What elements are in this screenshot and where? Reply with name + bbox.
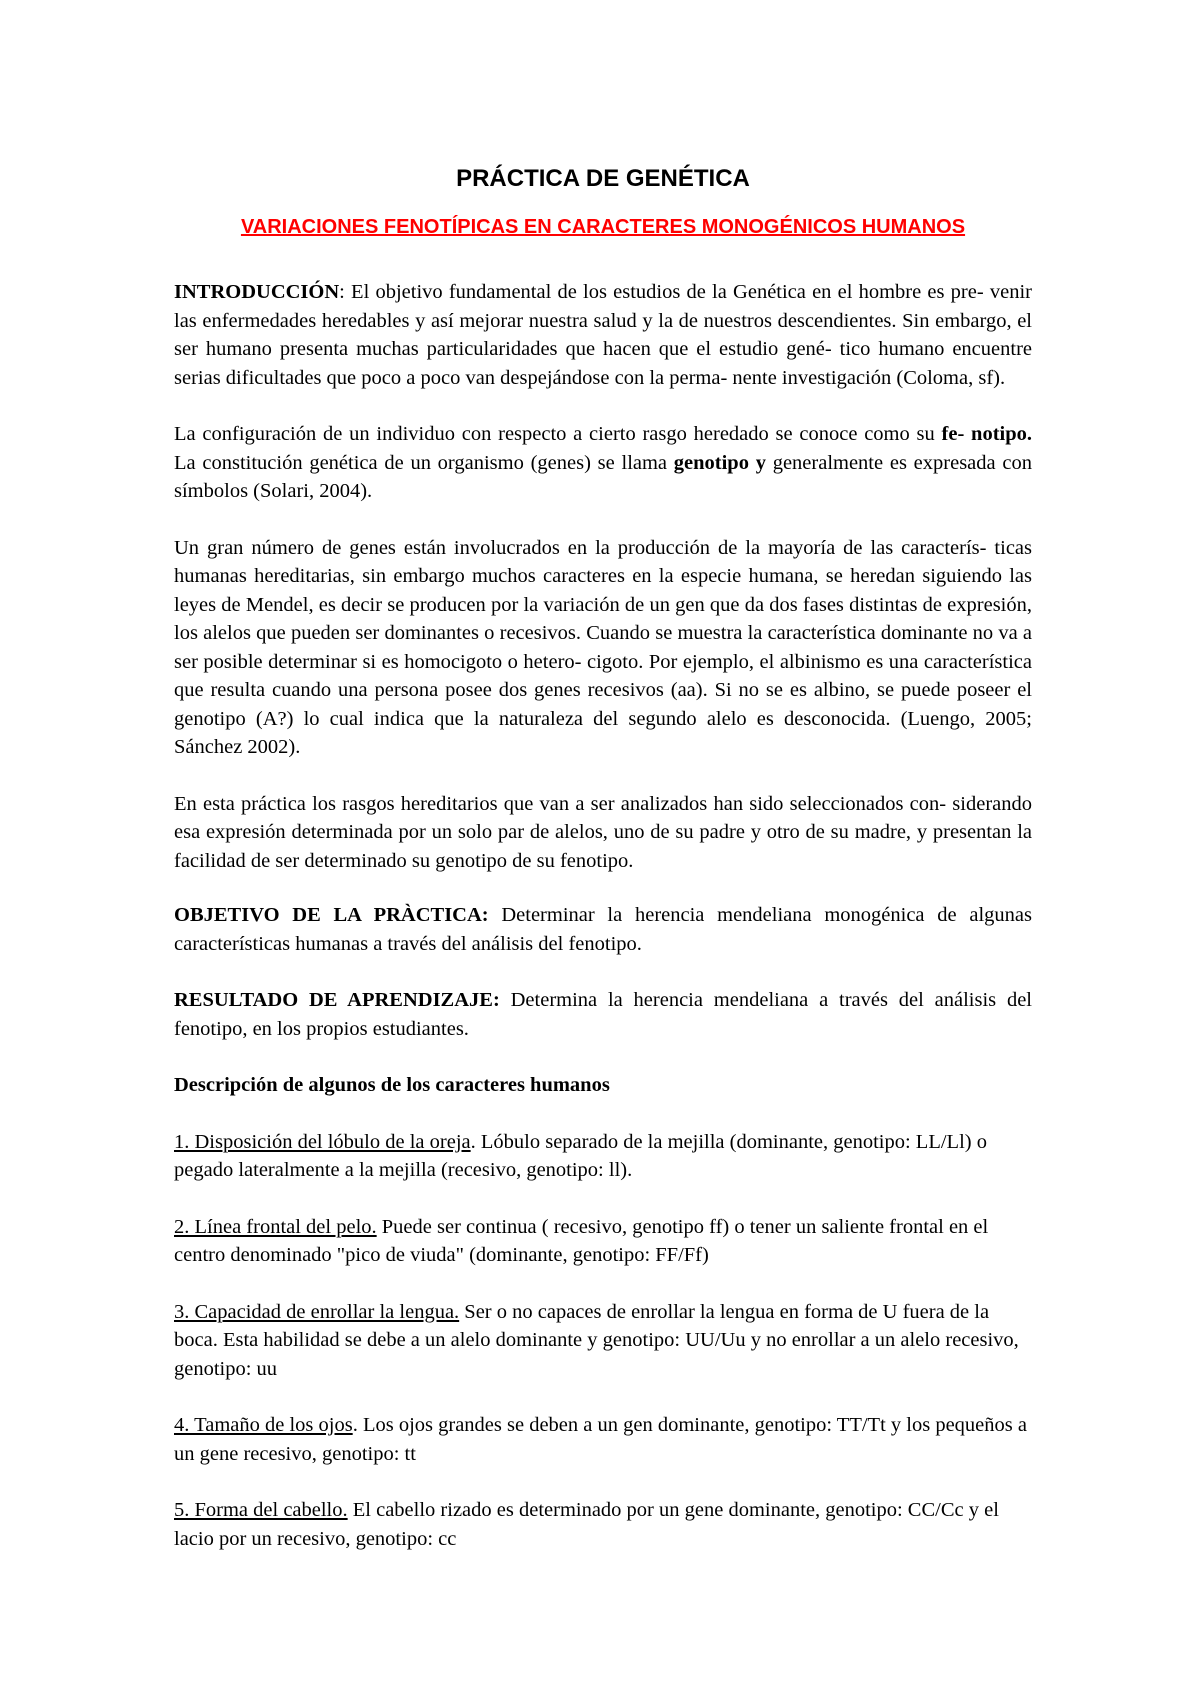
character-title: 2. Línea frontal del pelo. <box>174 1215 377 1238</box>
learning-result-paragraph <box>174 986 1032 1043</box>
objective-heading: OBJETIVO DE LA PRÀCTICA: <box>174 904 489 926</box>
character-title: 1. Disposición del lóbulo de la oreja <box>174 1130 471 1153</box>
character-item <box>174 1128 1032 1185</box>
character-title: 3. Capacidad de enrollar la lengua. <box>174 1300 460 1323</box>
phenotype-text-3: generalmente es expresada con símbolos (Solari, 2004). <box>174 451 1032 502</box>
intro-heading: INTRODUCCIÓN <box>174 281 340 303</box>
mendel-paragraph: Un gran número de genes están involucrados en la producción de la mayoría de las caracterís- ticas humanas hereditarias, sin embargo muchos caracteres en la especie humana, se heredan siguiendo las leyes de Mendel, es decir se producen por la variación de un gen que da dos fases distintas de expresión, los alelos que pueden ser dominantes o recesivos. Cuando se muestra la característica dominante no va a ser posible determinar si es homocigoto o hetero- cigoto. Por ejemplo, el albinismo es una característica que resulta cuando una persona posee dos genes recesivos (aa). Si no se es albino, se puede poseer el genotipo (A?) lo cual indica que la naturaleza del segundo alelo es desconocida. (Luengo, 2005; Sánchez 2002). <box>174 536 1032 758</box>
learning-result-text: Determina la herencia mendeliana a través del análisis del fenotipo, en los propios estudiantes. <box>174 989 1032 1040</box>
character-item <box>174 1298 1032 1384</box>
phenotype-text-2: La constitución genética de un organismo (genes) se llama <box>174 451 674 474</box>
character-text: Puede ser continua ( recesivo, genotipo ff) o tener un saliente frontal en el centro denominado "pico de viuda" (dominante, genotipo: FF/Ff) <box>174 1215 989 1266</box>
character-text: . Lóbulo separado de la mejilla (dominante, genotipo: LL/Ll) o pegado lateralmente a la mejilla (recesivo, genotipo: ll). <box>174 1130 987 1181</box>
phenotype-term: fe- notipo. <box>941 423 1033 445</box>
character-item <box>174 1213 1032 1270</box>
practice-paragraph: En esta práctica los rasgos hereditarios que van a ser analizados han sido seleccionados con- siderando esa expresión determinada por un solo par de alelos, uno de su padre y otro de su madre, y presentan la facilidad de ser determinado su genotipo de su fenotipo. <box>174 792 1032 872</box>
document-content <box>174 164 1032 1553</box>
character-text: . Los ojos grandes se deben a un gen dominante, genotipo: TT/Tt y los pequeños a un gene recesivo, genotipo: tt <box>174 1414 1027 1465</box>
characters-heading-paragraph <box>174 1071 1032 1100</box>
genotype-term: genotipo y <box>673 451 766 474</box>
characters-heading: Descripción de algunos de los caracteres humanos <box>174 1074 610 1096</box>
objective-text: Determinar la herencia mendeliana monogénica de algunas características humanas a través del análisis del fenotipo. <box>174 904 1032 955</box>
objective-paragraph <box>174 901 1032 958</box>
character-title: 5. Forma del cabello. <box>174 1499 348 1521</box>
phenotype-text-1: La configuración de un individuo con respecto a cierto rasgo heredado se conoce como su <box>174 423 942 445</box>
character-item <box>174 1411 1032 1468</box>
document-title: PRÁCTICA DE GENÉTICA <box>456 165 750 192</box>
intro-paragraph <box>174 278 1032 392</box>
learning-result-heading: RESULTADO DE APRENDIZAJE: <box>174 989 500 1011</box>
document-subtitle: VARIACIONES FENOTÍPICAS EN CARACTERES MONOGÉNICOS HUMANOS <box>240 216 966 238</box>
character-text: El cabello rizado es determinado por un gene dominante, genotipo: CC/Cc y el lacio por un recesivo, genotipo: cc <box>174 1499 999 1550</box>
intro-text: : El objetivo fundamental de los estudios de la Genética en el hombre es pre- venir las enfermedades heredables y así mejorar nuestra salud y la de nuestros descendientes. Sin embargo, el ser humano presenta muchas particularidades que hacen que el estudio gené- tico humano encuentre serias dificultades que poco a poco van despejándose con la perma- nente investigación (Coloma, sf). <box>174 281 1032 389</box>
character-item <box>174 1496 1032 1553</box>
character-text: Ser o no capaces de enrollar la lengua en forma de U fuera de la boca. Esta habilidad se debe a un alelo dominante y genotipo: UU/Uu y no enrollar a un alelo recesivo, genotipo: uu <box>174 1300 1019 1380</box>
character-title: 4. Tamaño de los ojos <box>174 1414 353 1436</box>
phenotype-paragraph <box>174 420 1032 506</box>
